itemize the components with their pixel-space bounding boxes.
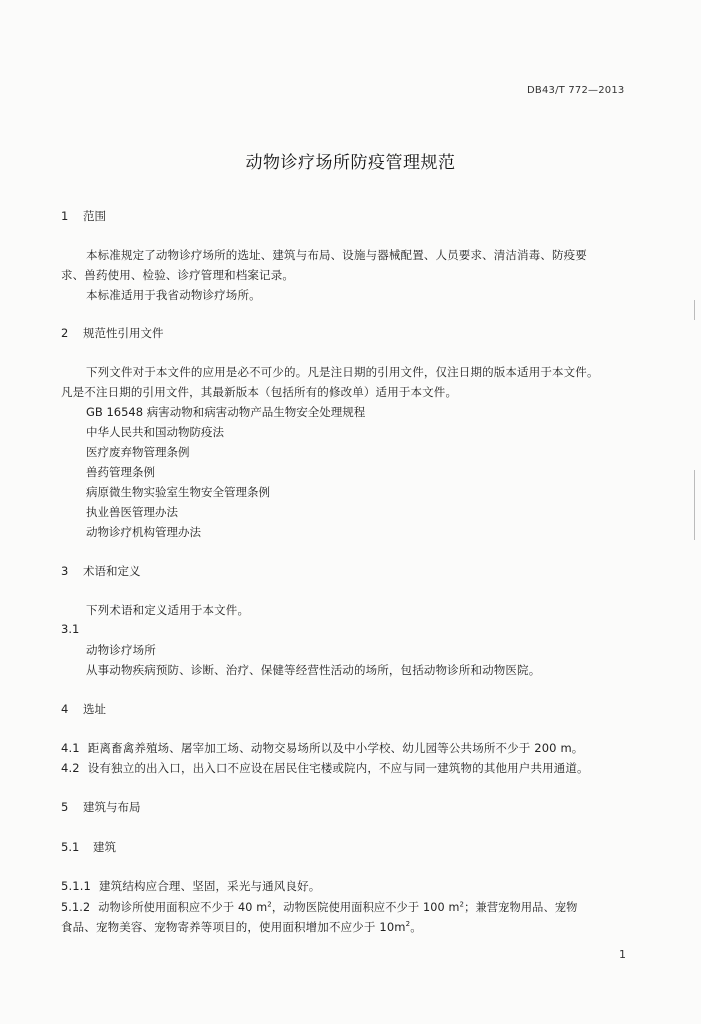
section-number: 4 xyxy=(61,702,69,716)
clause-item xyxy=(61,899,578,915)
clause-text: 距离畜禽养殖场、屠宰加工场、动物交易场所以及中小学校、幼儿园等公共场所不少于 200 m。 xyxy=(87,741,584,755)
reference-item: 医疗废弃物管理条例 xyxy=(86,445,190,459)
section-2-heading xyxy=(61,325,164,341)
clause-number: 4.1 xyxy=(61,741,80,755)
scan-mark xyxy=(694,300,695,320)
section-3-heading xyxy=(61,563,141,579)
clause-item xyxy=(61,760,589,776)
clause-item xyxy=(61,878,320,894)
section-title: 建筑与布局 xyxy=(83,800,141,814)
superscript: 2 xyxy=(267,900,272,909)
clause-text: 。 xyxy=(410,920,422,934)
paragraph: 本标准适用于我省动物诊疗场所。 xyxy=(86,288,261,302)
reference-item: 中华人民共和国动物防疫法 xyxy=(86,425,224,439)
section-4-heading xyxy=(61,701,106,717)
superscript: 2 xyxy=(459,900,465,909)
section-title: 规范性引用文件 xyxy=(83,326,164,340)
page-number: 1 xyxy=(619,948,626,961)
section-title: 范围 xyxy=(83,209,106,223)
clause-text: ；兼营宠物用品、宠物 xyxy=(464,901,578,914)
term-name: 动物诊疗场所 xyxy=(86,643,156,657)
clause-text: 动物诊所使用面积应不少于 40 m xyxy=(98,901,268,914)
term-number: 3.1 xyxy=(61,622,80,636)
subsection-number: 5.1 xyxy=(61,840,80,854)
superscript: 2 xyxy=(405,920,411,929)
scan-mark xyxy=(694,470,695,540)
reference-item: 病原微生物实验室生物安全管理条例 xyxy=(86,485,270,499)
clause-text: 建筑结构应合理、坚固，采光与通风良好。 xyxy=(99,879,321,893)
section-1-heading xyxy=(61,208,106,224)
subsection-heading xyxy=(61,839,116,855)
subsection-title: 建筑 xyxy=(93,840,116,854)
section-5-heading xyxy=(61,799,141,815)
clause-text: ，动物医院使用面积应不少于 100 m xyxy=(271,901,460,914)
reference-item: 执业兽医管理办法 xyxy=(86,505,178,519)
paragraph-line: 下列文件对于本文件的应用是必不可少的。凡是注日期的引用文件，仅注日期的版本适用于本文件。 xyxy=(86,365,599,379)
clause-number: 5.1.1 xyxy=(61,879,92,893)
section-title: 选址 xyxy=(83,702,106,716)
clause-number: 4.2 xyxy=(61,761,80,775)
reference-item: 兽药管理条例 xyxy=(86,465,155,479)
clause-text: 设有独立的出入口，出入口不应设在居民住宅楼或院内，不应与同一建筑物的其他用户共用通道。 xyxy=(87,761,589,775)
paragraph-line: 凡是不注日期的引用文件，其最新版本（包括所有的修改单）适用于本文件。 xyxy=(61,385,458,399)
paragraph-line: 本标准规定了动物诊疗场所的选址、建筑与布局、设施与器械配置、人员要求、清洁消毒、防疫要 xyxy=(86,248,587,262)
clause-text: 食品、宠物美容、宠物寄养等项目的，使用面积增加不应少于 10m xyxy=(61,920,406,934)
section-number: 5 xyxy=(61,800,69,814)
clause-number: 5.1.2 xyxy=(61,901,91,914)
paragraph-line: 求、兽药使用、检验、诊疗管理和档案记录。 xyxy=(61,268,294,282)
section-number: 2 xyxy=(61,326,69,340)
paragraph: 下列术语和定义适用于本文件。 xyxy=(86,603,250,617)
document-title: 动物诊疗场所防疫管理规范 xyxy=(245,153,456,173)
section-title: 术语和定义 xyxy=(83,564,141,578)
clause-item xyxy=(61,740,583,756)
document-code: DB43/T 772—2013 xyxy=(527,85,625,96)
reference-item: 动物诊疗机构管理办法 xyxy=(86,525,201,539)
section-number: 3 xyxy=(61,564,69,578)
clause-continuation xyxy=(61,919,422,935)
reference-item: GB 16548 病害动物和病害动物产品生物安全处理规程 xyxy=(86,405,366,419)
section-number: 1 xyxy=(61,209,69,223)
term-definition: 从事动物疾病预防、诊断、治疗、保健等经营性活动的场所，包括动物诊所和动物医院。 xyxy=(86,663,541,677)
